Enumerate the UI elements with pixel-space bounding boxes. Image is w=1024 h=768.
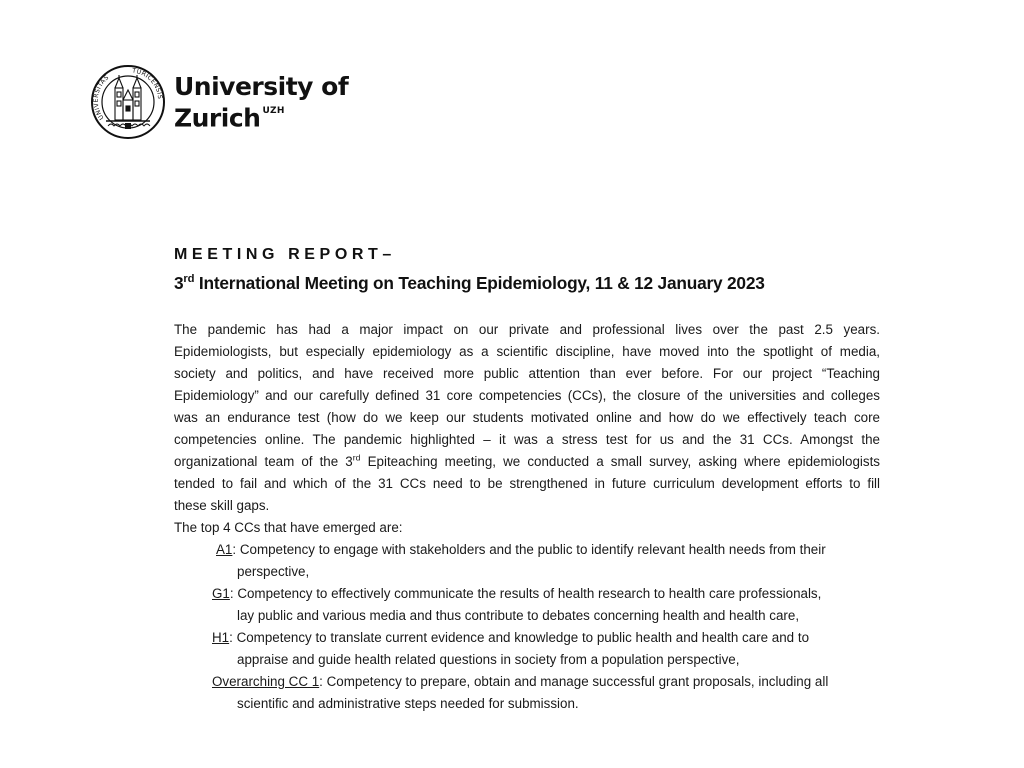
paragraph-line: these skill gaps. bbox=[174, 498, 270, 513]
competency-continuation: perspective, bbox=[237, 564, 310, 579]
top4-intro: The top 4 CCs that have emerged are: bbox=[174, 520, 403, 535]
university-abbreviation: UZH bbox=[262, 106, 285, 116]
competency-continuation: scientific and administrative steps needed for submission. bbox=[237, 696, 579, 711]
paragraph-line: was an endurance test (how do we keep our students motivated online and how do we effectively teach core bbox=[174, 410, 880, 425]
paragraph-line: society and politics, and have received more public attention than ever before. For our project “Teaching bbox=[174, 366, 880, 381]
seal-text-left: UNIVERSITAS bbox=[92, 74, 111, 121]
competency-code: Overarching CC 1 bbox=[212, 674, 320, 689]
svg-text:UNIVERSITAS bbox=[93, 74, 111, 121]
title-ordinal-number: 3 bbox=[174, 273, 184, 293]
competency-description: : Competency to effectively communicate the results of health research to health care professionals, bbox=[229, 586, 822, 601]
competency-code: A1 bbox=[216, 542, 233, 557]
title-ordinal-suffix: rd bbox=[183, 273, 195, 286]
competency-code: H1 bbox=[212, 630, 230, 645]
paragraph-line: Epidemiologists, but especially epidemiology as a scientific discipline, have moved into the spotlight of media, bbox=[174, 344, 880, 359]
paragraph-line: Epidemiology” and our carefully defined 31 core competencies (CCs), the closure of the universities and colleges bbox=[174, 388, 880, 403]
university-seal-logo-icon bbox=[90, 64, 166, 140]
competency-item-overarching-cc1 bbox=[212, 671, 828, 693]
university-name-zurich: Zurich bbox=[174, 103, 261, 133]
competency-continuation: appraise and guide health related questions in society from a population perspective, bbox=[237, 652, 740, 667]
competency-description: : Competency to engage with stakeholders and the public to identify relevant health needs from their bbox=[232, 542, 826, 557]
competency-description: : Competency to prepare, obtain and manage successful grant proposals, including all bbox=[319, 674, 829, 689]
ordinal-suffix: rd bbox=[352, 452, 361, 463]
paragraph-line: tended to fail and which of the 31 CCs need to be strengthened in future curriculum development efforts to fill bbox=[174, 476, 880, 491]
line-segment: organizational team of the 3 bbox=[174, 454, 353, 469]
paragraph-line: The pandemic has had a major impact on our private and professional lives over the past 2.5 years. bbox=[174, 322, 880, 337]
competency-continuation: lay public and various media and thus contribute to debates concerning health and health care, bbox=[237, 608, 800, 623]
report-label: MEETING REPORT– bbox=[174, 246, 396, 263]
university-name-line1: University of bbox=[174, 72, 349, 101]
competency-item-g1 bbox=[212, 583, 821, 605]
competency-code: G1 bbox=[212, 586, 230, 601]
competency-item-h1 bbox=[212, 627, 809, 649]
university-name-line2 bbox=[174, 101, 348, 132]
university-wordmark bbox=[174, 72, 348, 132]
competency-description: : Competency to translate current evidence and knowledge to public health and health care and to bbox=[229, 630, 810, 645]
line-segment: Epiteaching meeting, we conducted a small survey, asking where epidemiologists bbox=[360, 454, 880, 469]
paragraph-line: competencies online. The pandemic highlighted – it was a stress test for us and the 31 CCs. Amongst the bbox=[174, 432, 880, 447]
paragraph-line bbox=[174, 451, 880, 473]
competency-item-a1 bbox=[216, 539, 826, 561]
intro-paragraph bbox=[174, 319, 880, 517]
seal-text-right: TURICENSIS bbox=[131, 67, 164, 100]
report-title bbox=[174, 273, 765, 294]
title-rest: International Meeting on Teaching Epidemiology, 11 & 12 January 2023 bbox=[194, 273, 765, 293]
